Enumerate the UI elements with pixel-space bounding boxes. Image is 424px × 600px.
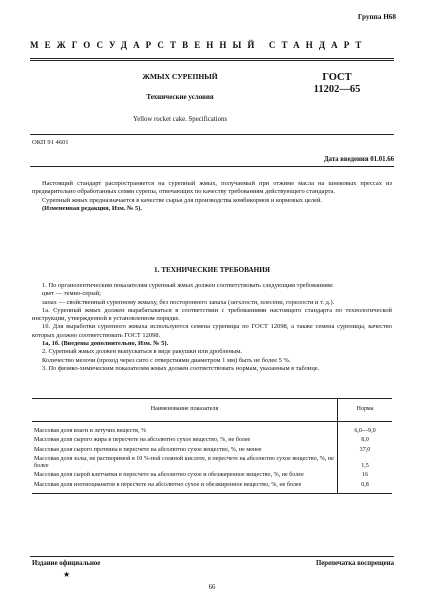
physchem-table [32,398,392,494]
star-icon: ★ [63,570,71,579]
page-number: 66 [208,584,216,591]
table-cell-name: Массовая доля влаги и летучих веществ, % [34,428,147,434]
okp-code: ОКП 91 4601 [32,139,69,146]
table-row [32,481,392,494]
column-header-norm: Норма [338,399,393,422]
section-text [32,282,392,373]
table-row [32,446,392,455]
intro-text [32,180,392,213]
table-cell-value: 8,0 [338,436,393,445]
req-1a: 1а. Сурепный жмых должен вырабатываться в соответствии с требованиями настоящего стандарта по технологической инструкции, утвержденной в установленном порядке. [32,306,392,323]
okp-rule [30,134,394,135]
official-edition-label: Издание официальное [32,560,101,567]
header-rule-top [30,58,394,59]
document-title: ЖМЫХ СУРЕПНЫЙ [142,72,218,81]
table-row [32,436,392,445]
date-value: 01.01.66 [370,156,394,163]
req-2: 2. Сурепный жмых должен выпускаться в виде ракушки или дробленым. [42,348,242,356]
intro-paragraph-2: Сурепный жмых предназначается в качестве сырья для производства комбикормов и кормовых целей. [42,196,323,204]
section-title: 1. ТЕХНИЧЕСКИЕ ТРЕБОВАНИЯ [154,266,270,274]
document-subtitle: Технические условия [146,93,214,101]
column-header-name: Наименование показателя [32,399,338,422]
table-row [32,455,392,472]
req-1b: 1б. Для выработки сурепного жмыха используются семена сурепицы по ГОСТ 12098, а также семена сурепицы, качество которых должно соответствовать ГОСТ 12098. [32,323,392,339]
group-code: Группа Н68 [357,13,396,21]
req-smell: запах — свойственный сурепному жмыху, без постороннего запаха (затхлости, плесени, горелости и т. д.). [42,298,335,306]
table-cell-name: Массовая доля сырого протеина в пересчете на абсолютно сухое вещество, %, не менее [34,446,262,453]
req-color: цвет — темно-серый; [42,290,101,298]
table-cell-name: Массовая доля сырого жира в пересчете на абсолютно сухое вещество, %, не более [34,437,251,444]
table-cell-name: Массовая доля сырой клетчатки в пересчете на абсолютно сухое и обезжиренное вещество, %, не более [34,472,304,479]
table-cell-name: Массовая доля золы, не растворимой в 10 %-ной соляной кислоте, в пересчете на абсолютно сухое вещество, %, не более [34,455,334,470]
table-header-row [32,399,392,422]
table-cell-value: 37,0 [338,446,393,455]
reprint-prohibited-label: Перепечатка воспрещена [316,560,394,567]
intro-paragraph-1: Настоящий стандарт распространяется на сурепный жмых, получаемый при отжиме масла на шнековых прессах из предварительно обработанных семян сурепы, отвечающих по качеству требованиям действующего стандарта. [32,180,392,196]
table-cell-value: 16 [338,471,393,480]
interstate-standard-banner: МЕЖГОСУДАРСТВЕННЫЙ СТАНДАРТ [30,40,368,50]
req-fines: Количество мелочи (проход через сито с отверстиями диаметром 1 мм) быть не более 5 %. [42,356,291,364]
date-rule [30,166,394,167]
req-3: 3. По физико-химическим показателям жмых должен соответствовать нормам, указанным в таблице. [42,364,320,372]
footer-rule [30,556,394,557]
english-title: Yellow rocket cake. Specifications [132,116,228,123]
table-row [32,422,392,437]
req-1: 1. По органолептическим показателям сурепный жмых должен соответствовать следующим требованиям: [42,282,334,289]
table-cell-name: Массовая доля изотиоцианатов в пересчете на абсолютно сухое и обезжиренное вещество, %, не более [32,481,338,494]
intro-amendment-note: (Измененная редакция, Изм. № 5). [42,204,142,212]
table-row [32,471,392,480]
header-rule-thin [30,60,394,61]
gost-number: 11202—65 [313,84,361,95]
date-label: Дата введения [323,156,369,163]
req-amendment-note: 1а, 1б. (Введены дополнительно, Изм. № 5). [42,340,169,348]
gost-label: ГОСТ [322,72,352,83]
effective-date [324,156,394,163]
table-cell-value: 1,5 [338,455,393,472]
table-cell-value: 0,8 [338,481,393,494]
table-cell-value: 6,0—9,0 [338,422,393,437]
